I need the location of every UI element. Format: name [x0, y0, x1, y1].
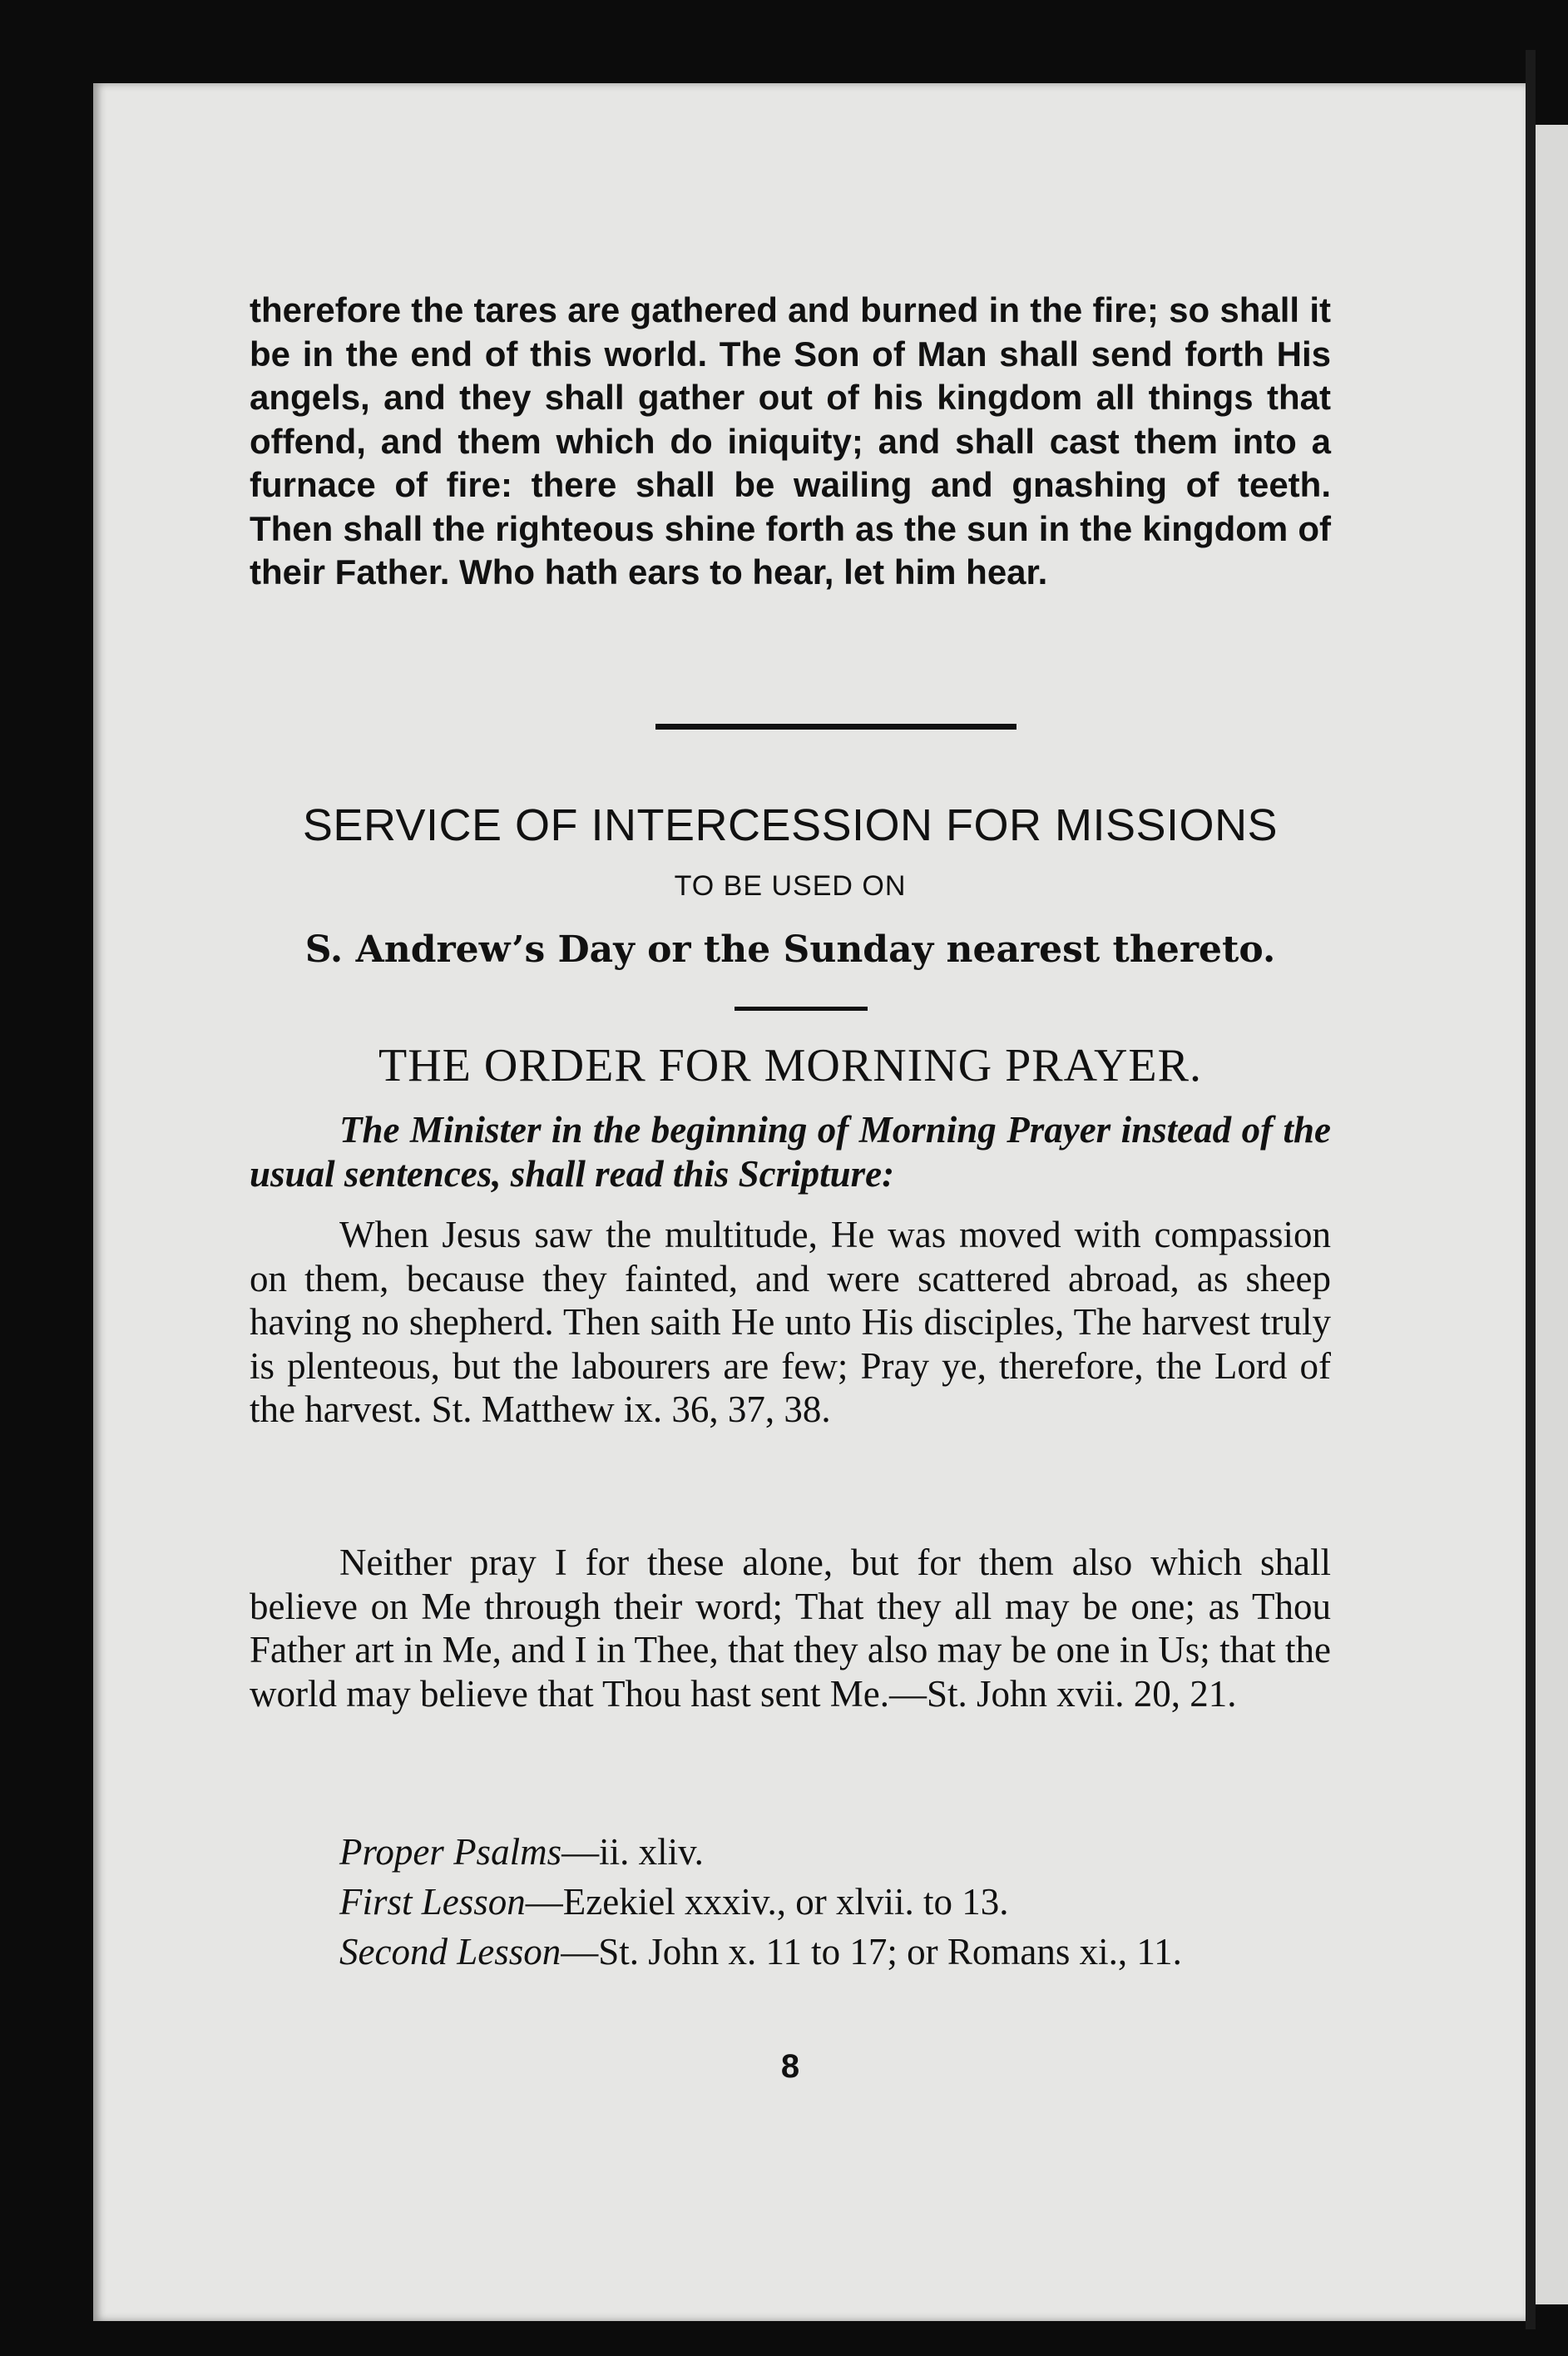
short-divider	[735, 1007, 868, 1011]
lesson-text: —Ezekiel xxxiv., or xlvii. to 13.	[525, 1881, 1009, 1923]
rubric-instruction: The Minister in the beginning of Morning Prayer instead of the usual sentences, shall read this Scripture:	[250, 1109, 1331, 1195]
lesson-text: —St. John x. 11 to 17; or Romans xi., 11.	[561, 1931, 1182, 1972]
scripture-paragraph-1: When Jesus saw the multitude, He was moved with compassion on them, because they fainted, and were scattered abroad, as sheep having no shepherd. Then saith He unto His disciples, The harvest truly is plenteous, but the labourers are few; Pray ye, therefore, the Lord of the harvest. St. Matthew ix. 36, 37, 38.	[250, 1214, 1331, 1430]
facing-page-edge	[1536, 125, 1568, 2304]
lesson-text: —ii. xliv.	[561, 1831, 704, 1873]
scripture-paragraph-2: Neither pray I for these alone, but for them also which shall believe on Me through their word; That they all may be one; as Thou Father art in Me, and I in Thee, that they also may be one in Us; that the world may believe that Thou hast sent Me.—St. John xvii. 20, 21.	[250, 1542, 1331, 1715]
page-gutter	[1526, 50, 1536, 2329]
lesson-label: Second Lesson	[339, 1931, 561, 1972]
lesson-proper-psalms	[339, 1830, 1331, 1873]
lesson-first	[339, 1880, 1331, 1923]
order-title: THE ORDER FOR MORNING PRAYER.	[378, 1040, 1202, 1091]
section-divider	[655, 724, 1016, 730]
lesson-label: First Lesson	[339, 1881, 526, 1923]
lessons-list	[339, 1830, 1331, 1980]
opening-paragraph: therefore the tares are gathered and burned in the fire; so shall it be in the end of this world. The Son of Man shall send forth His angels, and they shall gather out of his kingdom all things that offend, and them which do iniquity; and shall cast them into a furnace of fire: there shall be wailing and gnashing of teeth. Then shall the righteous shine forth as the sun in the kingdom of their Father. Who hath ears to hear, let him hear.	[250, 290, 1331, 591]
lesson-second	[339, 1930, 1331, 1973]
lesson-label: Proper Psalms	[339, 1831, 562, 1873]
service-title: SERVICE OF INTERCESSION FOR MISSIONS	[302, 800, 1279, 850]
service-subtitle: TO BE USED ON	[674, 870, 907, 902]
page-number: 8	[780, 2048, 800, 2085]
service-occasion: S. Andrew’s Day or the Sunday nearest thereto.	[304, 928, 1276, 971]
